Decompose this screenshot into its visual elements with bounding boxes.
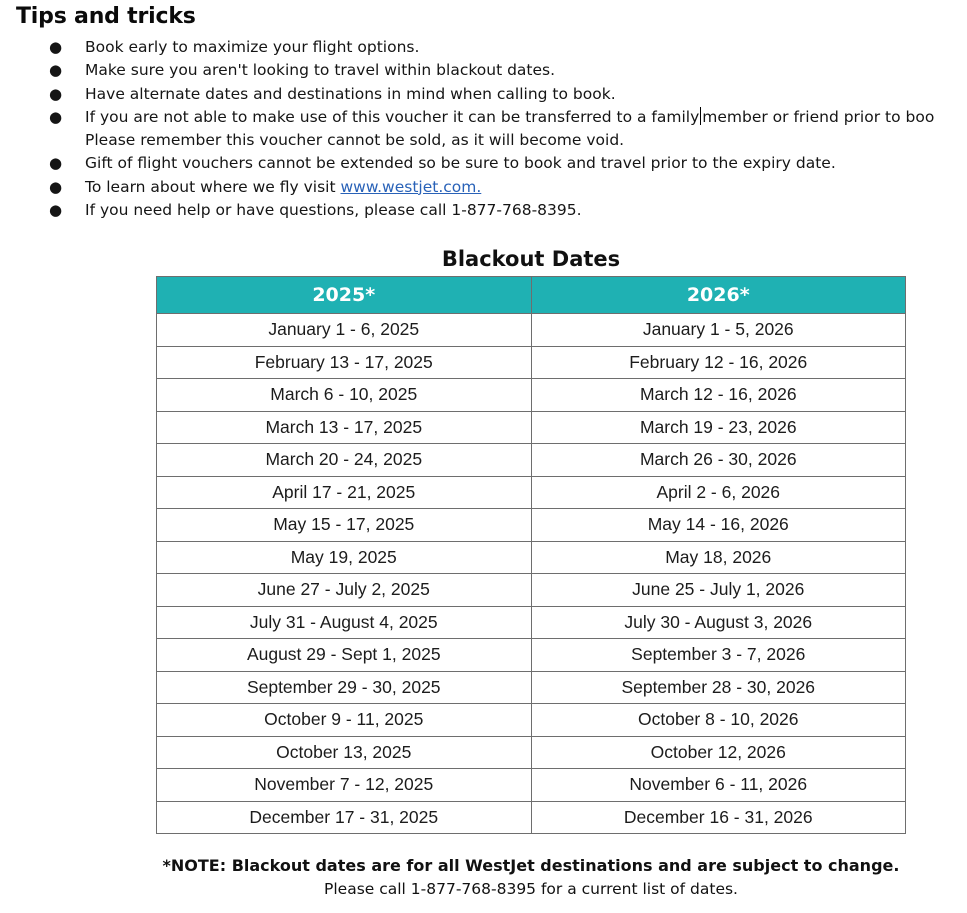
date-cell-2026: May 14 - 16, 2026 <box>531 509 906 542</box>
blackout-dates-table <box>156 276 906 834</box>
tip-text-after-caret: member or friend prior to boo <box>702 107 935 126</box>
table-row <box>157 801 906 834</box>
tip-text: Have alternate dates and destinations in mind when calling to book. <box>85 84 616 103</box>
table-row <box>157 606 906 639</box>
date-cell-2025: September 29 - 30, 2025 <box>157 671 532 704</box>
tip-text-before-caret: If you are not able to make use of this voucher it can be transferred to a family <box>85 107 700 126</box>
date-cell-2026: January 1 - 5, 2026 <box>531 314 906 347</box>
date-cell-2026: November 6 - 11, 2026 <box>531 769 906 802</box>
bullet-icon: ● <box>49 61 63 80</box>
date-cell-2026: September 3 - 7, 2026 <box>531 639 906 672</box>
date-cell-2025: June 27 - July 2, 2025 <box>157 574 532 607</box>
bullet-icon: ● <box>49 38 63 56</box>
bullet-icon: ● <box>49 201 63 220</box>
table-row <box>157 314 906 347</box>
table-row <box>157 379 906 412</box>
date-cell-2025: October 9 - 11, 2025 <box>157 704 532 737</box>
table-row <box>157 704 906 737</box>
date-cell-2025: February 13 - 17, 2025 <box>157 346 532 379</box>
date-cell-2025: August 29 - Sept 1, 2025 <box>157 639 532 672</box>
date-cell-2025: May 19, 2025 <box>157 541 532 574</box>
table-row <box>157 346 906 379</box>
bullet-icon: ● <box>49 107 63 126</box>
tip-text-line-2: Please remember this voucher cannot be sold, as it will become void. <box>85 131 625 150</box>
date-cell-2026: February 12 - 16, 2026 <box>531 346 906 379</box>
bullet-icon: ● <box>49 177 63 196</box>
date-cell-2026: May 18, 2026 <box>531 541 906 574</box>
table-row <box>157 411 906 444</box>
disclaimer-contact: Please call 1-877-768-8395 for a current list of dates. <box>324 880 738 898</box>
date-cell-2025: December 17 - 31, 2025 <box>157 801 532 834</box>
tip-item <box>0 36 967 59</box>
table-row <box>157 639 906 672</box>
date-cell-2025: May 15 - 17, 2025 <box>157 509 532 542</box>
tip-text: Gift of flight vouchers cannot be extended so be sure to book and travel prior to the expiry date. <box>85 154 836 173</box>
date-cell-2025: April 17 - 21, 2025 <box>157 476 532 509</box>
tip-text: Book early to maximize your flight options. <box>85 38 420 56</box>
date-cell-2025: March 20 - 24, 2025 <box>157 444 532 477</box>
date-cell-2026: September 28 - 30, 2026 <box>531 671 906 704</box>
date-cell-2026: March 26 - 30, 2026 <box>531 444 906 477</box>
date-cell-2025: October 13, 2025 <box>157 736 532 769</box>
tip-item <box>0 199 967 222</box>
tip-text: Make sure you aren't looking to travel within blackout dates. <box>85 61 556 80</box>
table-row <box>157 736 906 769</box>
bullet-icon: ● <box>49 84 63 103</box>
table-body <box>157 314 906 834</box>
date-cell-2026: October 12, 2026 <box>531 736 906 769</box>
tip-item <box>0 83 967 106</box>
table-row <box>157 444 906 477</box>
tip-text: If you need help or have questions, please call 1-877-768-8395. <box>85 201 582 220</box>
tip-text-prefix: To learn about where we fly visit <box>85 177 341 196</box>
date-cell-2025: March 13 - 17, 2025 <box>157 411 532 444</box>
table-row <box>157 574 906 607</box>
date-cell-2025: January 1 - 6, 2025 <box>157 314 532 347</box>
tip-item <box>0 176 967 199</box>
date-cell-2026: October 8 - 10, 2026 <box>531 704 906 737</box>
page-heading: Tips and tricks <box>16 4 196 29</box>
date-cell-2025: July 31 - August 4, 2025 <box>157 606 532 639</box>
date-cell-2026: June 25 - July 1, 2026 <box>531 574 906 607</box>
date-cell-2026: March 19 - 23, 2026 <box>531 411 906 444</box>
date-cell-2025: March 6 - 10, 2025 <box>157 379 532 412</box>
table-row <box>157 541 906 574</box>
disclaimer-note: *NOTE: Blackout dates are for all WestJet destinations and are subject to change. <box>162 856 900 875</box>
date-cell-2026: December 16 - 31, 2026 <box>531 801 906 834</box>
table-header-row <box>157 277 906 314</box>
tip-text-line-1 <box>85 106 967 129</box>
tips-list <box>0 36 967 222</box>
westjet-link[interactable]: www.westjet.com. <box>340 177 482 196</box>
tip-item <box>0 59 967 82</box>
tip-text <box>85 176 967 199</box>
blackout-table-title: Blackout Dates <box>441 247 621 271</box>
bullet-icon: ● <box>49 154 63 173</box>
table-row <box>157 509 906 542</box>
table-row <box>157 769 906 802</box>
date-cell-2026: July 30 - August 3, 2026 <box>531 606 906 639</box>
column-header-2025: 2025* <box>157 277 532 314</box>
table-row <box>157 671 906 704</box>
date-cell-2026: April 2 - 6, 2026 <box>531 476 906 509</box>
column-header-2026: 2026* <box>531 277 906 314</box>
date-cell-2025: November 7 - 12, 2025 <box>157 769 532 802</box>
tip-item <box>0 106 967 153</box>
tip-item <box>0 152 967 175</box>
table-row <box>157 476 906 509</box>
date-cell-2026: March 12 - 16, 2026 <box>531 379 906 412</box>
